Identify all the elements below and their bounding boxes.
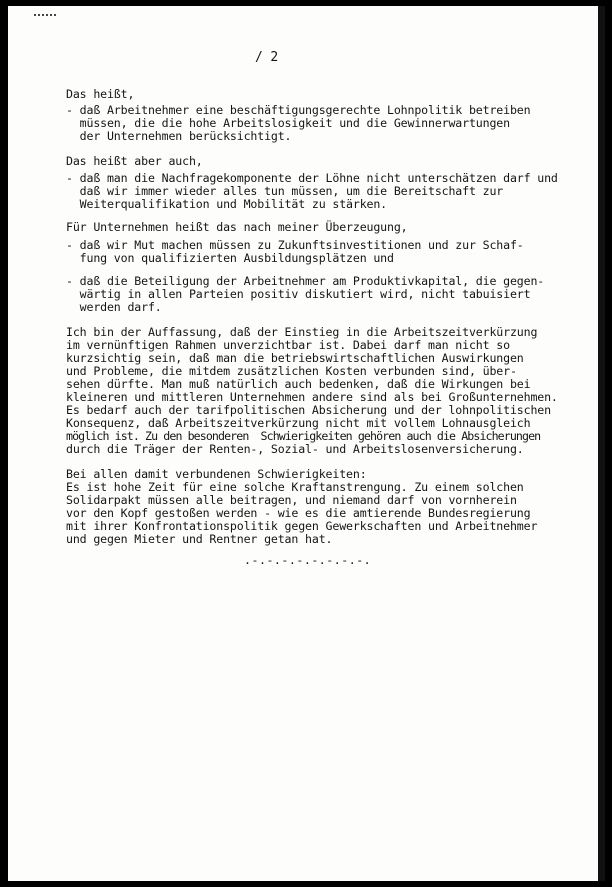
text-line: durch die Träger der Renten-, Sozial- und Arbeitslosenversicherung. [66,442,524,456]
text-line: mit ihrer Konfrontationspolitik gegen Gewerkschaften und Arbeitnehmer [66,519,538,533]
text-line: möglich ist. Zu den besonderen Schwierigkeiten gehören auch die Absicherungen [66,429,541,443]
scan-edge [598,6,605,881]
text-line: und Probleme, die mitdem zusätzlichen Kosten verbunden sind, über- [66,364,517,378]
text-line: Konsequenz, daß Arbeitszeitverkürzung nicht mit vollem Lohnausgleich [66,416,531,430]
text-line: Das heißt aber auch, [66,154,203,168]
bullet-line: werden darf. [66,300,162,314]
document-page [8,6,605,881]
text-line: im vernünftigen Rahmen unverzichtbar ist. Dabei darf man nicht so [66,338,510,352]
bullet-line: daß wir immer wieder alles tun müssen, um die Bereitschaft zur [66,184,504,198]
bullet-line: - daß man die Nachfragekomponente der Löhne nicht unterschätzen darf und [66,171,558,185]
text-line: sehen dürfte. Man muß natürlich auch bedenken, daß die Wirkungen bei [66,377,531,391]
bullet-line: der Unternehmen berücksichtigt. [66,129,292,143]
text-line: Es ist hohe Zeit für eine solche Kraftanstrengung. Zu einem solchen [66,480,524,494]
bullet-line: fung von qualifizierten Ausbildungsplätzen und [66,251,394,265]
closing-mark: .-.-.-.-.-.-.-.-. [244,553,372,567]
text-line: und gegen Mieter und Rentner getan hat. [66,532,333,546]
text-line: Für Unternehmen heißt das nach meiner Überzeugung, [66,220,408,234]
text-line: Solidarpakt müssen alle beitragen, und niemand darf von vornherein [66,493,517,507]
page-number: / 2 [255,50,279,65]
text-line: Das heißt, [66,87,135,101]
text-line: Ich bin der Auffassung, daß der Einstieg in die Arbeitszeitverkürzung [66,325,538,339]
text-line: kleineren und mittleren Unternehmen andere sind als bei Großunternehmen. [66,390,558,404]
bullet-line: wärtig in allen Parteien positiv diskutiert wird, nicht tabuisiert [66,287,531,301]
bullet-line: Weiterqualifikation und Mobilität zu stärken. [66,197,388,211]
text-line: vor den Kopf gestoßen werden - wie es die amtierende Bundesregierung [66,506,531,520]
text-line: Es bedarf auch der tarifpolitischen Absicherung und der lohnpolitischen [66,403,551,417]
text-line: kurzsichtig sein, daß man die betriebswirtschaftlichen Auswirkungen [66,351,524,365]
bullet-line: - daß Arbeitnehmer eine beschäftigungsgerechte Lohnpolitik betreiben [66,103,531,117]
bullet-line: - daß die Beteiligung der Arbeitnehmer am Produktivkapital, die gegen- [66,274,545,288]
text-line: Bei allen damit verbundenen Schwierigkeiten: [66,467,367,481]
scan-corner-mark [34,14,56,16]
bullet-line: müssen, die die hohe Arbeitslosigkeit und die Gewinnerwartungen [66,116,510,130]
bullet-line: - daß wir Mut machen müssen zu Zukunftsinvestitionen und zur Schaf- [66,238,524,252]
